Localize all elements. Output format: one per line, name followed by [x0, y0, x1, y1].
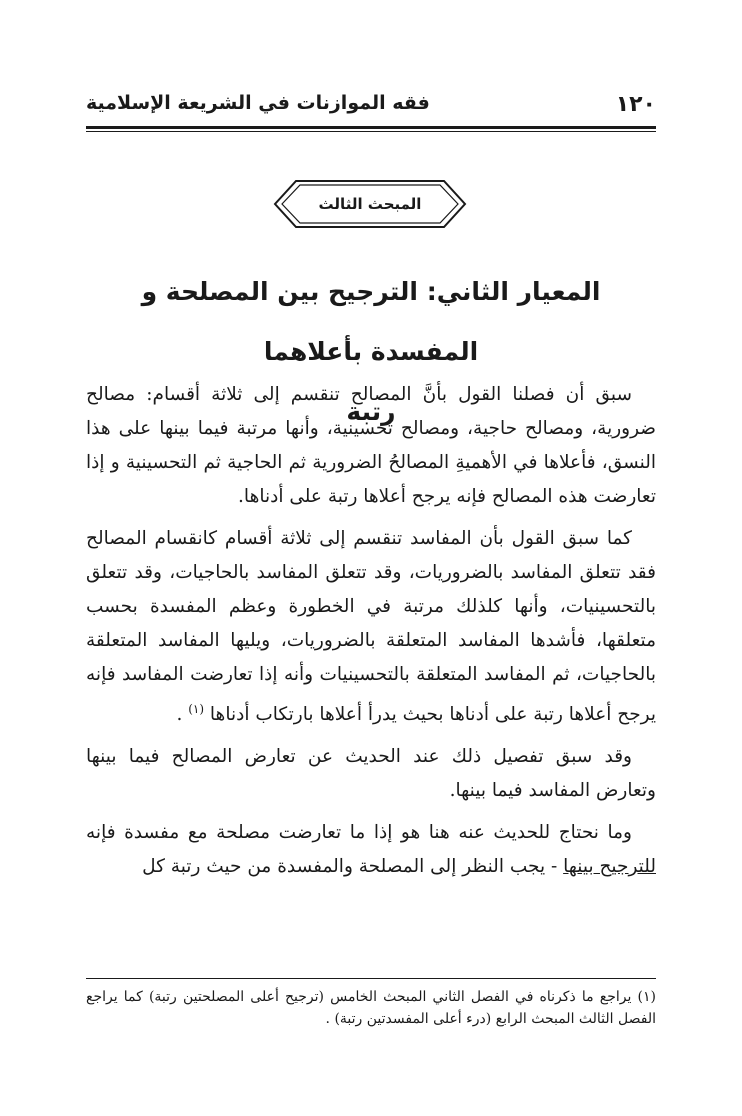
running-header [86, 88, 656, 124]
footnote-reference: (١) [188, 702, 205, 716]
book-title: فقه الموازنات في الشريعة الإسلامية [86, 92, 430, 114]
paragraph-4 [86, 816, 656, 884]
section-badge-label: المبحث الثالث [318, 195, 422, 213]
footnote: (١) يراجع ما ذكرناه في الفصل الثاني المبحث الخامس (ترجيح أعلى المصلحتين رتبة) كما يراجع الفصل الثالث المبحث الرابع (درء أعلى المفسدتين رتبة) . [86, 989, 656, 1027]
paragraph-2-end: . [176, 704, 189, 726]
header-rule-thick [86, 126, 656, 129]
section-badge [272, 178, 468, 230]
heading-line-1: المعيار الثاني: الترجيح بين المصلحة و المفسدة بأعلاهما [141, 277, 601, 366]
page-number: ١٢٠ [615, 92, 656, 117]
paragraph-2-text: كما سبق القول بأن المفاسد تنقسم إلى ثلاثة أقسام كانقسام المصالح فقد تتعلق المفاسد بالضروريات، وقد تتعلق المفاسد بالحاجيات، وقد تتعلق بالتحسينيات، وأنها كلذلك مرتبة في الخطورة وعظم المفسدة بحسب متعلقها، فأشدها المفاسد المتعلقة بالضروريات، ويليها المفاسد المتعلقة بالحاجيات، ثم المفاسد المتعلقة بالتحسينيات وأنه إذا تعارضت المفاسد فإنه يرجح أعلاها رتبة على أدناها بحيث يدرأ أعلاها بارتكاب أدناها [86, 528, 656, 726]
body-text [86, 378, 656, 892]
paragraph-4-text: وما نحتاج للحديث عنه هنا هو إذا ما تعارضت مصلحة مع مفسدة فإنه [86, 822, 632, 844]
underlined-phrase: للترجيح بينها [563, 856, 656, 878]
paragraph-3: وقد سبق تفصيل ذلك عند الحديث عن تعارض المصالح فيما بينها وتعارض المفاسد فيما بينها. [86, 746, 656, 802]
paragraph-2 [86, 522, 656, 732]
header-rule-thin [86, 131, 656, 132]
paragraph-4-end: - يجب النظر إلى المصلحة والمفسدة من حيث رتبة كل [142, 856, 564, 878]
footnote-rule [86, 978, 656, 979]
heading-line-2: رتبة [346, 397, 396, 426]
paragraph-1: سبق أن فصلنا القول بأنَّ المصالح تنقسم إلى ثلاثة أقسام: مصالح ضرورية، ومصالح حاجية، ومصالح تحسينية، وأنها مرتبة فيما بينها على هذا النسق، فأعلاها في الأهميةِ المصالحُ الضرورية ثم الحاجية ثم التحسينية و إذا تعارضت هذه المصالح فإنه يرجح أعلاها رتبة على أدناها. [86, 384, 656, 507]
